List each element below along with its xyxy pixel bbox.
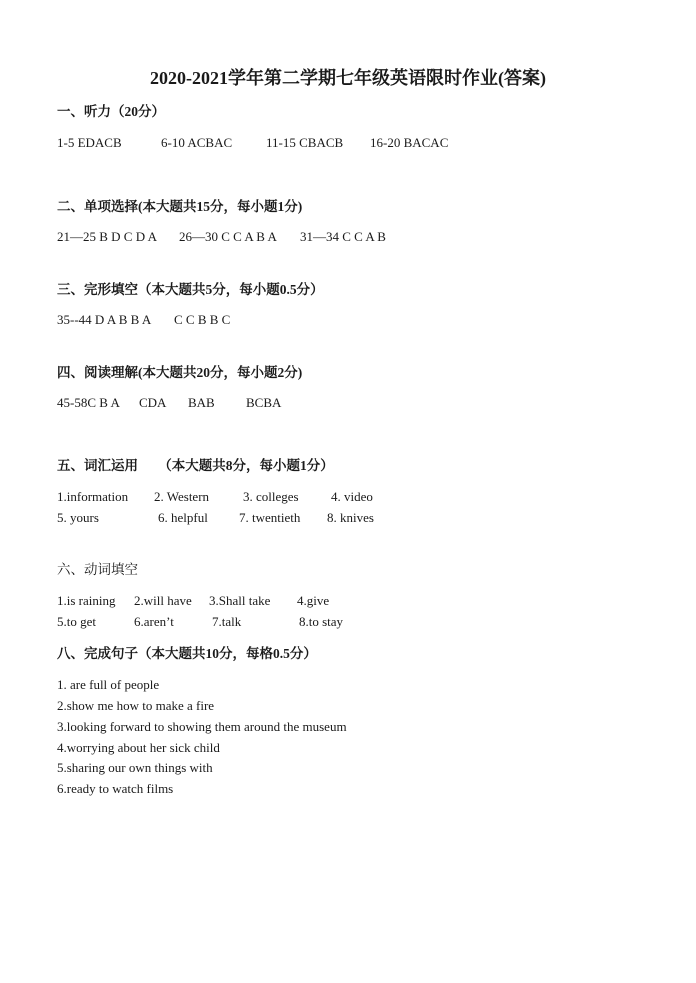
- answer-item: 31—34 C C A B: [300, 229, 386, 244]
- answer-item: BAB: [188, 395, 215, 410]
- answer-item: 2.will have: [134, 593, 192, 608]
- section-heading-cloze: 三、完形填空（本大题共5分，每小题0.5分）: [57, 282, 324, 297]
- answer-item: 6.aren’t: [134, 614, 174, 629]
- answer-item: 45-58C B A: [57, 395, 120, 410]
- answer-item: 4. video: [331, 489, 373, 504]
- answer-item: 7. twentieth: [239, 510, 301, 525]
- answer-item: 5. yours: [57, 510, 99, 525]
- reading-answer-row: [57, 394, 657, 412]
- cloze-answer-row: [57, 311, 657, 329]
- answer-item: 2. Western: [154, 489, 210, 504]
- answer-item: 35--44 D A B B A: [57, 312, 152, 327]
- answer-item: 6. helpful: [158, 510, 208, 525]
- answer-item: 1.information: [57, 489, 129, 504]
- section-heading-sentences: 八、完成句子（本大题共10分，每格0.5分）: [57, 646, 317, 661]
- answer-item: CDA: [139, 395, 167, 410]
- answer-item: 21—25 B D C D A: [57, 229, 158, 244]
- vocabulary-answer-row: [57, 509, 657, 527]
- verbs-answer-row: [57, 613, 657, 631]
- section-heading-single-choice: 二、单项选择(本大题共15分，每小题1分): [57, 199, 303, 214]
- section-heading-vocabulary: 五、词汇运用 （本大题共8分，每小题1分）: [57, 458, 334, 473]
- answer-item: 8. knives: [327, 510, 374, 525]
- vocabulary-answer-row: [57, 488, 657, 506]
- answer-item: BCBA: [246, 395, 282, 410]
- section-heading-verbs: 六、动词填空: [57, 562, 138, 577]
- answer-item: 16-20 BACAC: [370, 135, 449, 150]
- answer-item: 3. colleges: [243, 489, 299, 504]
- answer-item: 7.talk: [212, 614, 242, 629]
- answer-item: 5.to get: [57, 614, 96, 629]
- answer-item: C C B B C: [174, 312, 231, 327]
- sentence-answer: 1. are full of people: [57, 677, 160, 692]
- answer-item: 1.is raining: [57, 593, 116, 608]
- verbs-answer-row: [57, 592, 657, 610]
- answer-item: 3.Shall take: [209, 593, 271, 608]
- section-heading-listening: 一、听力（20分）: [57, 104, 165, 119]
- section-heading-reading: 四、阅读理解(本大题共20分，每小题2分): [57, 365, 303, 380]
- single-choice-answer-row: [57, 228, 657, 246]
- answer-item: 1-5 EDACB: [57, 135, 122, 150]
- sentence-answer: 6.ready to watch films: [57, 781, 174, 796]
- answer-item: 11-15 CBACB: [266, 135, 344, 150]
- sentence-answer: 2.show me how to make a fire: [57, 698, 215, 713]
- page-title: 2020-2021学年第二学期七年级英语限时作业(答案): [150, 68, 546, 88]
- answer-item: 6-10 ACBAC: [161, 135, 233, 150]
- answer-item: 8.to stay: [299, 614, 344, 629]
- sentence-answer: 3.looking forward to showing them around the museum: [57, 719, 347, 734]
- sentence-answer: 4.worrying about her sick child: [57, 740, 220, 755]
- listening-answer-row: [57, 134, 657, 152]
- sentence-answer: 5.sharing our own things with: [57, 760, 213, 775]
- answer-item: 4.give: [297, 593, 330, 608]
- answer-item: 26—30 C C A B A: [179, 229, 277, 244]
